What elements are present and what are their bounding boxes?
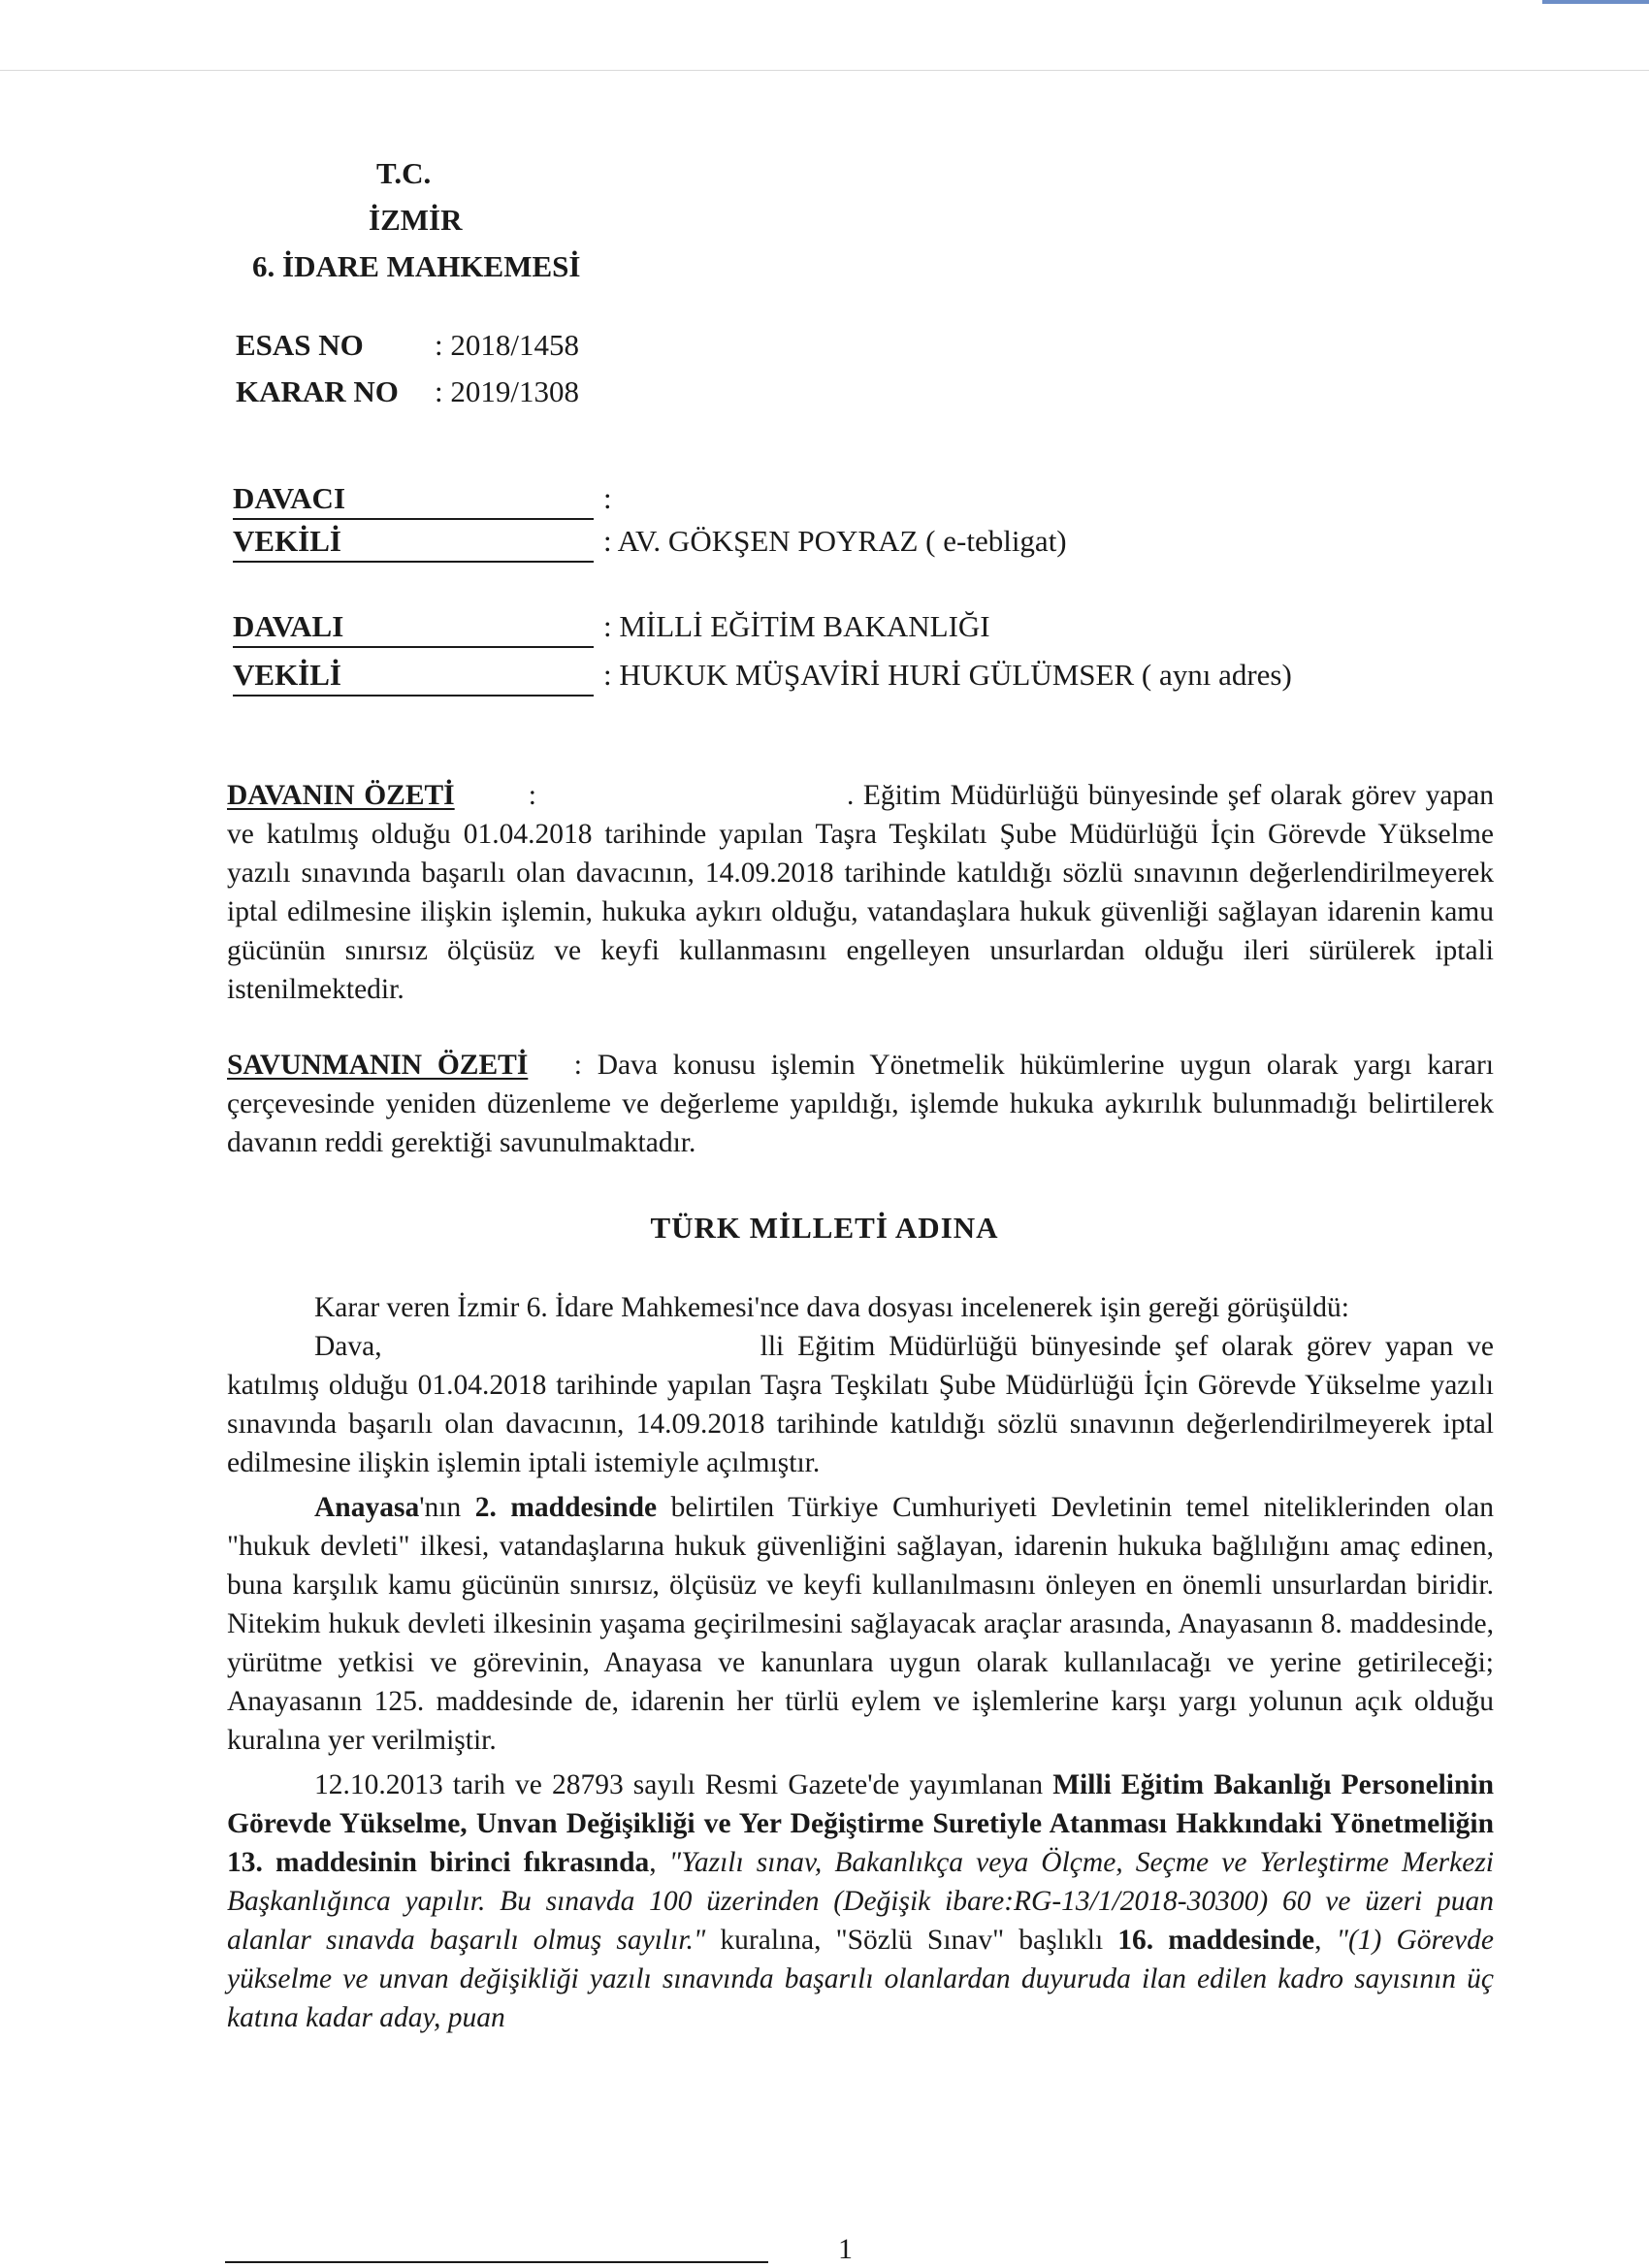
body-paragraph-1: Karar veren İzmir 6. İdare Mahkemesi'nce dava dosyası incelenerek işin gereği görüşüldü:: [314, 1292, 1349, 1323]
body-p3-bold-1: Anayasa: [314, 1492, 420, 1523]
case-summary-text: görev yapan ve katılmış olduğu 01.04.2018 tarihinde yapılan Taşra Teşkilatı Şube Müdürlüğü İçin Görevde Yükselme yazılı sınavında başarılı olan davacının, 14.09.2018 tarihinde katıldığı sözlü sınavının değerlendirilmeyerek iptal edilmesine ilişkin işlemin, hukuka aykırı olduğu, vatandaşlara hukuk güvenliği sağlayan idarenin kamu gücünün sınırsız ölçüsüz ve keyfi kullanmasını engelleyen unsurlardan olduğu ileri sürülerek iptali istenilmektedir.: [227, 780, 1495, 1005]
plaintiff-label: DAVACI: [233, 479, 594, 520]
plaintiff-row: [233, 479, 612, 520]
defendant-attorney-row: [233, 656, 1292, 697]
body-p4-italic-1: "Yazılı sınav, Bakanlıkça veya Ölçme, Seçme ve Yerleştirme Merkezi Başkanlığınca yapılır. Bu sınavda 100 üzerinden (Değişik ibare:RG-13/1/2018-30300) 60 ve üzeri puan alanlar sınavda başarılı olmuş sayılır.": [227, 1847, 1495, 1956]
esas-label: ESAS NO: [236, 328, 364, 362]
court-header: [252, 150, 580, 290]
karar-value: : 2019/1308: [435, 374, 579, 408]
body-paragraph-3: [227, 1488, 1494, 1760]
defendant-label: DAVALI: [233, 607, 594, 648]
defense-summary: [227, 1046, 1494, 1162]
body-p4-text-4: ,: [1314, 1925, 1337, 1956]
scan-edge-line: [0, 70, 1649, 71]
defense-summary-text: : Dava konusu işlemin Yönetmelik hükümlerine uygun olarak yargı kararı çerçevesinde yeniden düzenleme ve değerleme yapıldığı, işlemde hukuka aykırılık bulunmadığı belirtilerek davanın reddi gerektiği savunulmaktadır.: [227, 1050, 1494, 1158]
court-name: 6. İDARE MAHKEMESİ: [252, 249, 581, 283]
judgment-body: [227, 1288, 1494, 2037]
plaintiff-attorney-value: : AV. GÖKŞEN POYRAZ ( e-tebligat): [603, 524, 1067, 558]
case-numbers: [236, 322, 579, 415]
plaintiff-attorney-row: [233, 522, 1067, 563]
body-p3-text-2: belirtilen Türkiye Cumhuriyeti Devletinin temel niteliklerinden olan "hukuk devleti" ilkesi, vatandaşlarına hukuk güvenliğini sağlayan, idarenin hukuka bağlılığını amaç edinen, buna karşılık kamu gücünün sınırsız, ölçüsüz ve keyfi kullanılmasını önleyen en önemli unsurlardan biridir. Nitekim hukuk devleti ilkesinin yaşama geçirilmesini sağlayacak araçlar arasında, Anayasanın 8. maddesinde, yürütme yetkisi ve görevinin, Anayasa ve kanunlara uygun olarak kullanılacağı ve yerine getirileceği; Anayasanın 125. maddesinde de, idarenin her türlü eylem ve işlemlerine karşı yargı yolunun açık olduğu kuralına yer verilmiştir.: [227, 1492, 1494, 1756]
body-paragraph-4: [227, 1766, 1494, 2037]
body-p3-text-1: 'nın: [419, 1492, 475, 1523]
body-paragraph-2: [227, 1327, 1494, 1482]
case-summary-label: DAVANIN ÖZETİ: [227, 780, 455, 811]
judgment-heading: TÜRK MİLLETİ ADINA: [650, 1211, 999, 1245]
body-p4-bold-2: 16. maddesinde: [1117, 1925, 1315, 1956]
body-p4-italic-2: "(1) Görevde yükselme ve unvan değişikliği yazılı sınavında başarılı olanlardan duyuruda ilan edilen kadro sayısının üç katına kadar aday, puan: [227, 1925, 1494, 2033]
body-p4-bold-1: Milli Eğitim Bakanlığı Personelinin Görevde Yükselme, Unvan Değişikliği ve Yer Değiştirme Suretiyle Atanması Hakkındaki Yönetmeliğin 13. maddesinin birinci fıkrasında: [227, 1769, 1495, 1878]
defendant-value: : MİLLİ EĞİTİM BAKANLIĞI: [603, 609, 990, 643]
case-summary-lead: . Eğitim Müdürlüğü bünyesinde şef olarak: [846, 780, 1342, 811]
defendant-attorney-label: VEKİLİ: [233, 656, 594, 697]
page-number: 1: [838, 2233, 853, 2265]
body-p4-text-2: ,: [649, 1847, 669, 1878]
defendant-attorney-value: : HUKUK MÜŞAVİRİ HURİ GÜLÜMSER ( aynı adres): [603, 658, 1292, 692]
body-p2-rest: lli Eğitim Müdürlüğü bünyesinde şef olarak görev yapan ve katılmış olduğu 01.04.2018 tarihinde yapılan Taşra Teşkilatı Şube Müdürlüğü İçin Görevde Yükselme yazılı sınavında başarılı olan davacının, 14.09.2018 tarihinde katıldığı sözlü sınavının değerlendirilmeyerek iptal edilmesine ilişkin işlemin iptali istemiyle açılmıştır.: [227, 1331, 1494, 1478]
court-country: T.C.: [376, 156, 432, 190]
plaintiff-value: :: [603, 481, 612, 515]
body-p4-text-3: kuralına, "Sözlü Sınav" başlıklı: [705, 1925, 1118, 1956]
case-summary-colon: :: [528, 780, 536, 811]
court-city: İZMİR: [369, 203, 463, 237]
esas-value: : 2018/1458: [435, 328, 579, 362]
body-p2-start: Dava,: [314, 1331, 382, 1362]
scan-mark: [1542, 0, 1649, 4]
case-summary: [227, 776, 1494, 1009]
footer-rule: [225, 2261, 768, 2263]
defendant-row: [233, 607, 990, 648]
body-p4-text-1: 12.10.2013 tarih ve 28793 sayılı Resmi Gazete'de yayımlanan: [314, 1769, 1053, 1800]
plaintiff-attorney-label: VEKİLİ: [233, 522, 594, 563]
body-p3-bold-2: 2. maddesinde: [474, 1492, 658, 1523]
karar-label: KARAR NO: [236, 374, 399, 408]
defense-summary-label: SAVUNMANIN ÖZETİ: [227, 1050, 529, 1081]
